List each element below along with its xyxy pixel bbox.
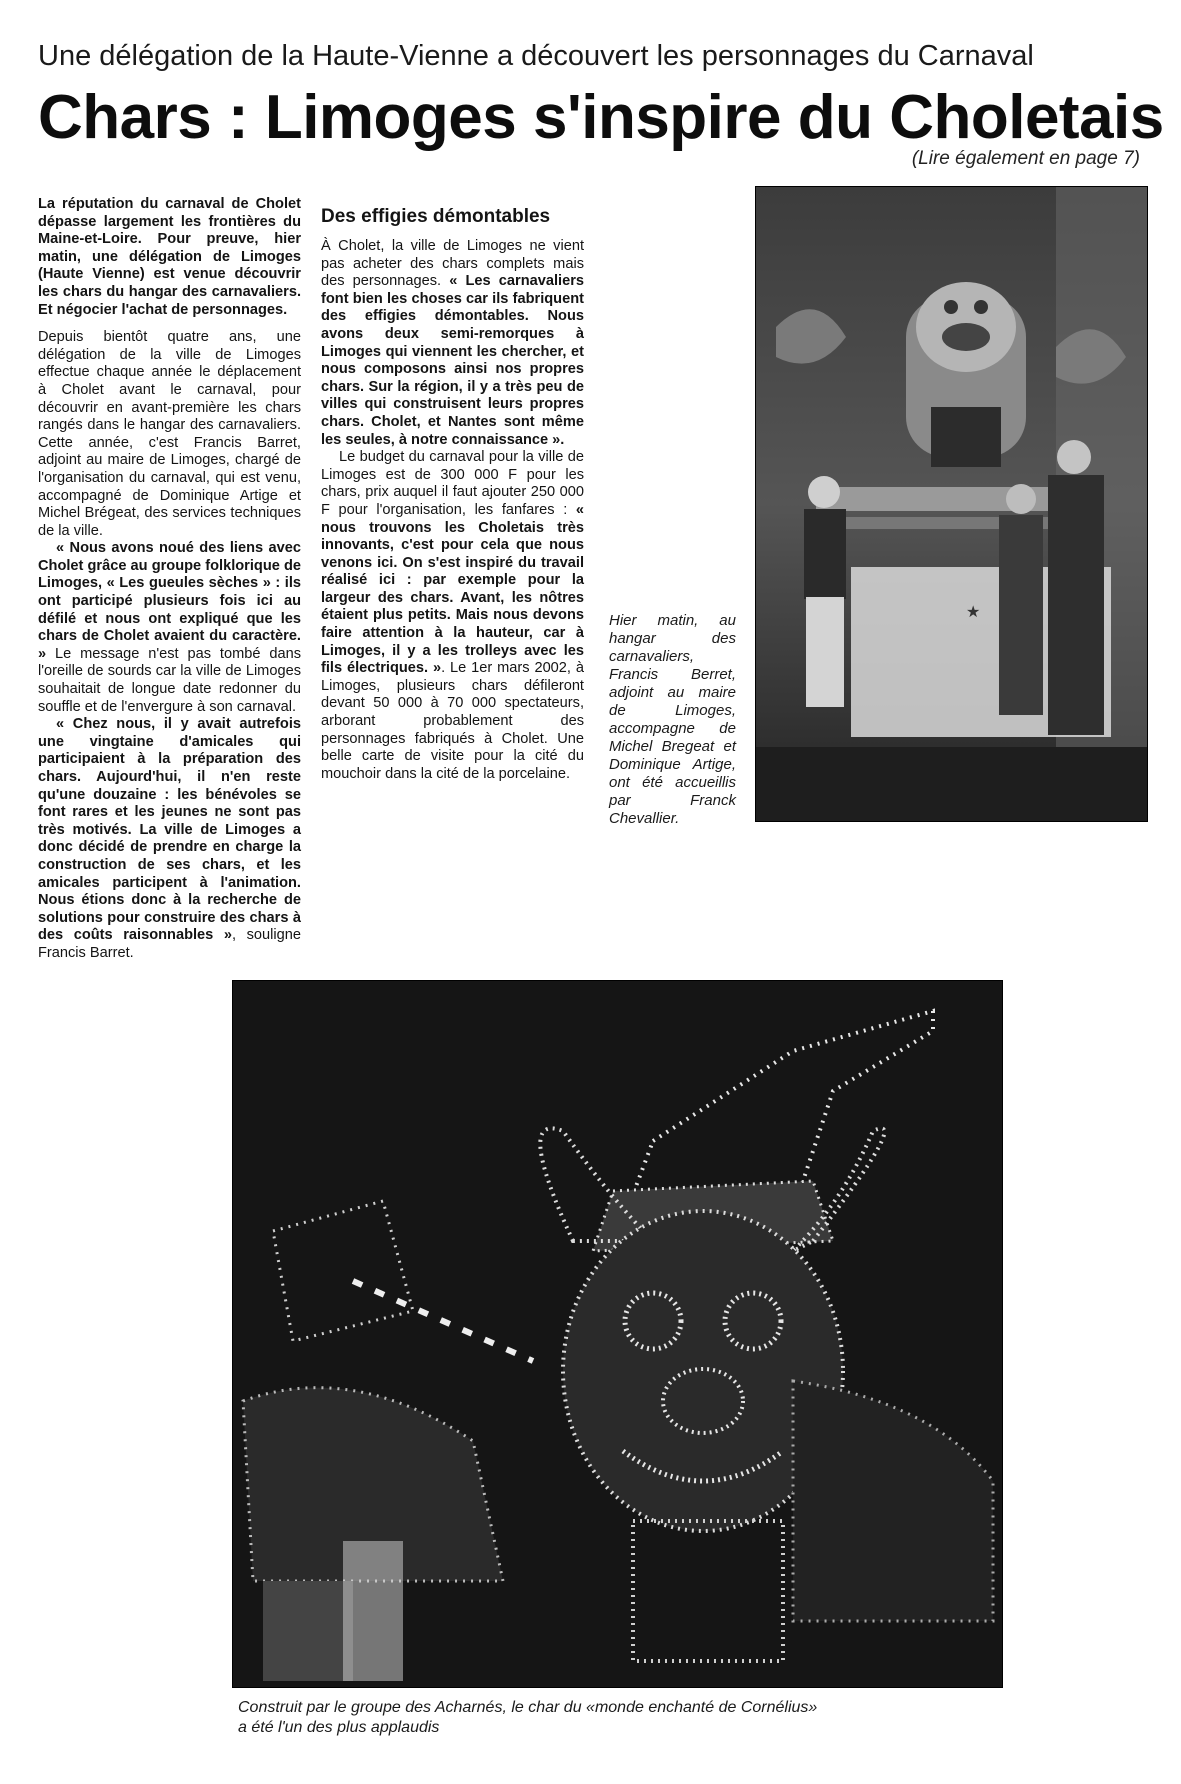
illuminated-float-illustration [233, 981, 1002, 1687]
article-subhead: Des effigies démontables [321, 206, 551, 227]
article-paragraph-2 [38, 540, 301, 716]
article-lead: La réputation du carnaval de Cholet dépasse largement les frontières du Maine-et-Loire. Pour preuve, hier matin, une délégation de Limoges (Haute Vienne) est venue découvrir les chars du hangar des carnavaliers. Et négocier l'achat de personnages. [38, 196, 301, 318]
svg-text:★: ★ [966, 602, 981, 621]
paragraph-text: Le message n'est pas tombé dans l'oreille de sourds car la ville de Limoges souhaitait de longue date redonner du souffle et de l'envergure à son carnaval. [38, 645, 301, 715]
quote-text: « nous trouvons les Choletais très innovants, c'est pour cela que nous venons ici. On s'est inspiré du travail réalisé ici : par exemple pour la largeur des chars. Avant, les nôtres étaient plus petits. Mais nous devons faire attention à la hauteur, car à Limoges, il y a les trolleys avec les fils électriques. » [321, 501, 584, 677]
page-title: Chars : Limoges s'inspire du Choletais [38, 83, 1164, 152]
quote-text: « Nous avons noué des liens avec Cholet grâce au groupe folklorique de Limoges, « Les gueules sèches » : ils ont participé plusieurs fois ici au défilé et nous ont expliqué que les chars de Cholet avaient du caractère. » [38, 540, 301, 662]
kicker-headline: Une délégation de la Haute-Vienne a découvert les personnages du Carnaval [38, 40, 1034, 72]
quote-text: « Chez nous, il y avait autrefois une vingtaine d'amicales qui participaient à la préparation des chars. Aujourd'hui, il n'en reste qu'une douzaine : les bénévoles se font rares et les jeunes ne sont pas très motivés. La ville de Limoges a donc décidé de prendre en charge la construction de ses chars, et les amicales participent à l'animation. Nous étions donc à la recherche de solutions pour construire des chars à des coûts raisonnables » [38, 716, 301, 944]
caption-line: a été l'un des plus applaudis [238, 1719, 440, 1736]
quote-text: « Les carnavaliers font bien les choses car ils fabriquent des effigies démontables. Nous avons deux semi-remorques à Limoges qui viennent les chercher, et nous composons ainsi nos propres chars. Sur la région, il y a très peu de villes qui construisent leurs propres chars. Cholet, et Nantes sont même les seules, à notre connaissance ». [321, 273, 584, 448]
article-paragraph-3 [38, 716, 301, 962]
article-paragraph-1: Depuis bientôt quatre ans, une délégation de la ville de Limoges effectue chaque année le déplacement à Cholet avant le carnaval, pour découvrir en avant-première les chars rangés dans le hangar des carnavaliers. Cette année, c'est Francis Barret, adjoint au maire de Limoges, chargé de l'organisation du carnaval, qui est venu, accompagné de Dominique Artige et Michel Brégeat, des services techniques de la ville. [38, 329, 301, 539]
float-photo-caption [238, 1698, 998, 1738]
article-column-1 [38, 196, 301, 963]
article-column-2 [321, 196, 584, 783]
article-paragraph-4 [321, 238, 584, 449]
article-paragraph-5 [321, 449, 584, 783]
caption-line: Construit par le groupe des Acharnés, le char du «monde enchanté de Cornélius» [238, 1699, 818, 1716]
paragraph-text: . Le 1er mars 2002, à Limoges, plusieurs chars défileront devant 50 000 à 70 000 spectateurs, arborant probablement des personnages fabriqués à Cholet. Une belle carte de visite pour la cité du mouchoir dans la cité de la porcelaine. [321, 660, 584, 782]
paragraph-text: À Cholet, la ville de Limoges ne vient pas acheter des chars complets mais des personnages. [321, 238, 584, 290]
hangar-photo-caption: Hier matin, au hangar des carnavaliers, Francis Berret, adjoint au maire de Limoges, accompagne de Michel Bregeat et Dominique Artige, ont été accueillis par Franck Chevallier. [609, 612, 736, 827]
hangar-photo [755, 186, 1148, 822]
paragraph-text: , souligne Francis Barret. [38, 927, 301, 961]
see-also-note: (Lire également en page 7) [911, 148, 1140, 169]
paragraph-text: Le budget du carnaval pour la ville de Limoges est de 300 000 F pour les chars, prix auquel il faut ajouter 250 000 F pour l'organisation, les fanfares : [321, 449, 584, 518]
hangar-photo-illustration [756, 187, 1147, 821]
float-photo [232, 980, 1003, 1688]
